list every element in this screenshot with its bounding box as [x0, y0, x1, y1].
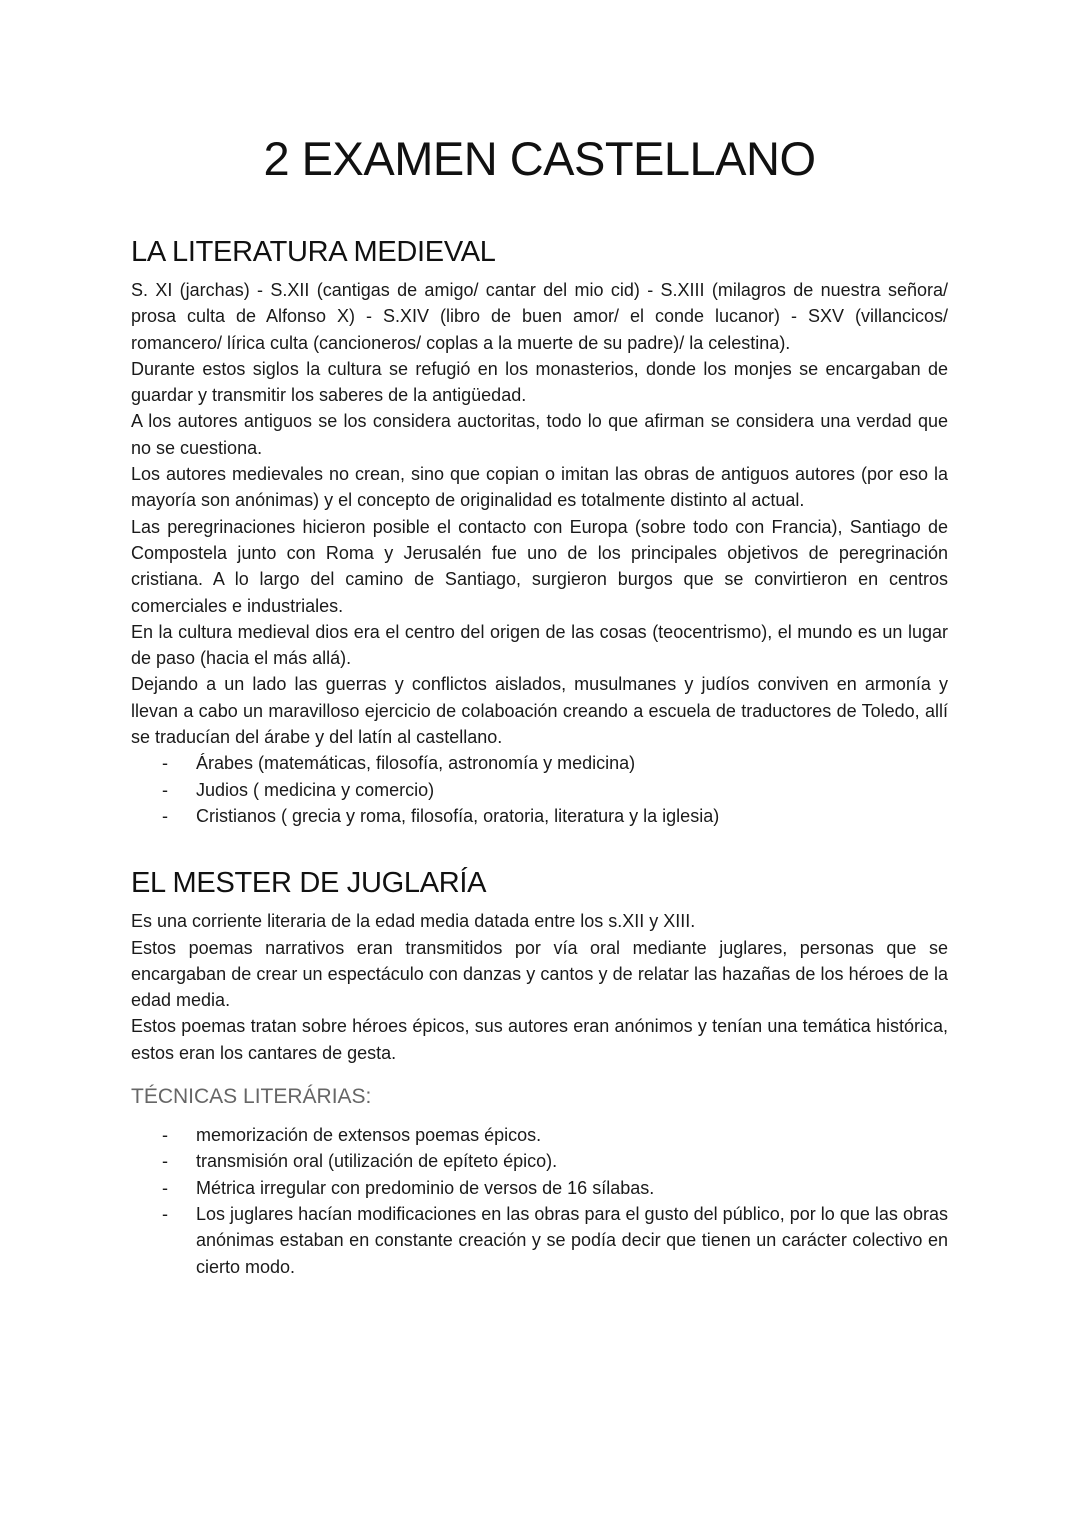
list-item: [131, 1175, 948, 1201]
list-marker: -: [162, 1151, 168, 1172]
bullet-list: [131, 1122, 948, 1280]
paragraph: Es una corriente literaria de la edad media datada entre los s.XII y XIII.: [131, 911, 696, 932]
list-item: [131, 1122, 948, 1148]
list-item: [131, 1148, 948, 1174]
list-item-text: memorización de extensos poemas épicos.: [196, 1125, 542, 1146]
section-heading: LA LITERATURA MEDIEVAL: [131, 236, 496, 268]
paragraph: Los autores medievales no crean, sino que copian o imitan las obras de antiguos autores (por eso la mayoría son anónimas) y el concepto de originalidad es totalmente distinto al actual.: [131, 464, 948, 511]
list-item: [131, 750, 948, 776]
paragraph: Estos poemas narrativos eran transmitidos por vía oral mediante juglares, personas que se encargaban de crear un espectáculo con danzas y cantos y de relatar las hazañas de los héroes de la edad media.: [131, 937, 948, 1011]
list-item-text: Los juglares hacían modificaciones en las obras para el gusto del público, por lo que las obras anónimas estaban en constante creación y se podía decir que tienen un carácter colectivo en cierto modo.: [196, 1203, 948, 1277]
section-mester-de-juglaria: [131, 866, 948, 1280]
list-item-text: transmisión oral (utilización de epíteto épico).: [196, 1151, 558, 1172]
paragraph: En la cultura medieval dios era el centro del origen de las cosas (teocentrismo), el mundo es un lugar de paso (hacia el más allá).: [131, 621, 948, 669]
list-item-text: Árabes (matemáticas, filosofía, astronomía y medicina): [196, 753, 636, 774]
section-heading: EL MESTER DE JUGLARÍA: [131, 867, 487, 900]
list-marker: -: [162, 779, 168, 800]
list-item-text: Cristianos ( grecia y roma, filosofía, oratoria, literatura y la iglesia): [196, 805, 720, 826]
paragraph: Estos poemas tratan sobre héroes épicos, sus autores eran anónimos y tenían una temática histórica, estos eran los cantares de gesta.: [131, 1016, 948, 1063]
list-item-text: Judios ( medicina y comercio): [196, 779, 435, 800]
list-item: [131, 803, 948, 829]
list-item-text: Métrica irregular con predominio de versos de 16 sílabas.: [196, 1177, 655, 1198]
paragraph: Las peregrinaciones hicieron posible el contacto con Europa (sobre todo con Francia), Santiago de Compostela junto con Roma y Jerusalén fue uno de los principales objetivos de peregrinación cristiana. A lo largo del camino de Santiago, surgieron burgos que se convirtieron en centros comerciales e industriales.: [131, 516, 948, 616]
list-marker: -: [162, 1125, 168, 1146]
paragraph: S. XI (jarchas) - S.XII (cantigas de amigo/ cantar del mio cid) - S.XIII (milagros de nuestra señora/ prosa culta de Alfonso X) - S.XIV (libro de buen amor/ el conde lucanor) - SXV (villancicos/ romancero/ lírica culta (cancioneros/ coplas a la muerte de su padre)/ la celestina).: [131, 280, 948, 353]
list-marker: -: [162, 753, 168, 774]
list-marker: -: [162, 1203, 168, 1224]
list-item: [131, 1201, 948, 1280]
document-page: [131, 128, 948, 1280]
section-literatura-medieval: [131, 235, 948, 829]
bullet-list: [131, 750, 948, 829]
list-marker: -: [162, 805, 168, 826]
document-title: 2 EXAMEN CASTELLANO: [263, 132, 816, 185]
list-marker: -: [162, 1177, 168, 1198]
paragraph: Durante estos siglos la cultura se refugió en los monasterios, donde los monjes se encargaban de guardar y transmitir los saberes de la antigüedad.: [131, 358, 948, 406]
list-item: [131, 777, 948, 803]
paragraph: A los autores antiguos se los considera auctoritas, todo lo que afirman se considera una verdad que no se cuestiona.: [131, 411, 948, 458]
paragraph: Dejando a un lado las guerras y conflictos aislados, musulmanes y judíos conviven en armonía y llevan a cabo un maravilloso ejercicio de colaboación creando a escuela de traductores de Toledo, allí se traducían del árabe y del latín al castellano.: [131, 674, 948, 748]
subsection-heading: TÉCNICAS LITERÁRIAS:: [131, 1085, 372, 1109]
